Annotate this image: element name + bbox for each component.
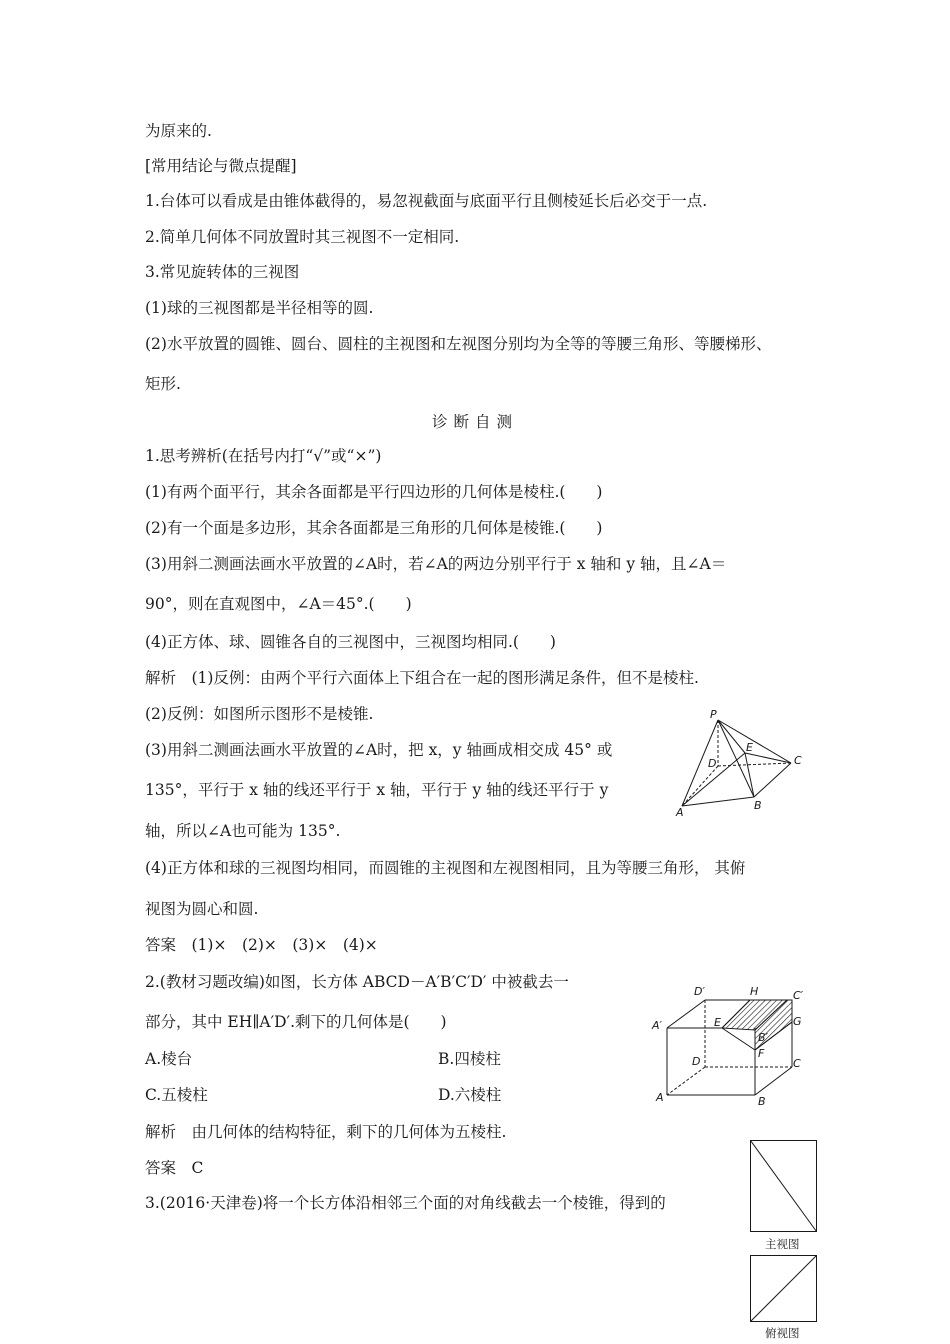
text-line: 90°，则在直观图中，∠A＝45°.( ) [145,595,412,613]
text-line: (1)有两个面平行，其余各面都是平行四边形的几何体是棱柱.( ) [145,483,603,501]
front-view-figure [750,1140,818,1233]
answer-line: 答案 C [145,1159,204,1177]
option-b: B.四棱柱 [438,1050,501,1068]
top-view-figure [750,1255,818,1323]
vertex-label: C [794,754,802,767]
vertex-label: B [754,799,762,812]
text-line: 视图为圆心和圆. [145,900,259,918]
solution-line: 解析 由几何体的结构特征，剩下的几何体为五棱柱. [145,1123,507,1141]
question-2: 2.(教材习题改编)如图，长方体 ABCD－A′B′C′D′ 中被截去一 [145,973,569,991]
text-line: 为原来的. [145,122,212,140]
section-heading-conclusions: [常用结论与微点提醒] [145,157,297,175]
question-3: 3.(2016·天津卷)将一个长方体沿相邻三个面的对角线截去一个棱锥，得到的 [145,1194,666,1212]
vertex-label: A [656,1091,664,1104]
option-d: D.六棱柱 [438,1086,502,1104]
text-line: (3)用斜二测画法画水平放置的∠A时，把 x，y 轴画成相交成 45° 或 [145,741,613,759]
vertex-label: E [714,1016,721,1029]
text-line: 2.简单几何体不同放置时其三视图不一定相同. [145,228,460,246]
vertex-label: A′ [652,1019,663,1032]
text-line: 部分，其中 EH∥A′D′.剩下的几何体是( ) [145,1013,447,1031]
text-line: 轴，所以∠A也可能为 135°. [145,822,341,840]
text-line: 1.台体可以看成是由锥体截得的，易忽视截面与底面平行且侧棱延长后必交于一点. [145,192,708,210]
pyramid-figure [670,708,820,823]
option-c: C.五棱柱 [145,1086,208,1104]
vertex-label: F [758,1047,765,1060]
text-line: 3.常见旋转体的三视图 [145,263,300,281]
vertex-label: D [692,1055,701,1068]
text-line: (4)正方体、球、圆锥各自的三视图中，三视图均相同.( ) [145,633,556,651]
option-a: A.棱台 [145,1050,193,1068]
vertex-label: E [746,741,753,754]
vertex-label: G [793,1015,802,1028]
vertex-label: H [750,985,759,998]
vertex-label: D′ [694,985,705,998]
text-line: 135°，平行于 x 轴的线还平行于 x 轴，平行于 y 轴的线还平行于 y [145,781,609,799]
text-line: (3)用斜二测画法画水平放置的∠A时，若∠A的两边分别平行于 x 轴和 y 轴，且∠A＝ [145,555,727,573]
text-line: (2)有一个面是多边形，其余各面都是三角形的几何体是棱锥.( ) [145,519,603,537]
text-line: (2)水平放置的圆锥、圆台、圆柱的主视图和左视图分别均为全等的等腰三角形、等腰梯形、 [145,335,772,353]
text-line: (4)正方体和球的三视图均相同，而圆锥的主视图和左视图相同，且为等腰三角形， 其俯 [145,859,746,877]
vertex-label: B [758,1095,766,1108]
solution-line: 解析 (1)反例：由两个平行六面体上下组合在一起的图形满足条件，但不是棱柱. [145,669,699,687]
text-line: (1)球的三视图都是半径相等的圆. [145,299,374,317]
text-line: (2)反例：如图所示图形不是棱锥. [145,705,374,723]
vertex-label: D [708,757,717,770]
section-title: 诊断自测 [431,413,518,431]
text-line: 矩形. [145,375,181,393]
front-view-caption: 主视图 [765,1237,800,1251]
vertex-label: P [710,708,717,721]
question-1: 1.思考辨析(在括号内打“√”或“×”) [145,447,382,465]
vertex-label: C′ [793,989,804,1002]
vertex-label: C [793,1057,801,1070]
answer-line: 答案 (1)× (2)× (3)× (4)× [145,936,378,954]
cuboid-cut-figure [650,985,810,1110]
top-view-caption: 俯视图 [765,1326,800,1340]
vertex-label: A [676,806,684,819]
vertex-label: B′ [758,1031,769,1044]
